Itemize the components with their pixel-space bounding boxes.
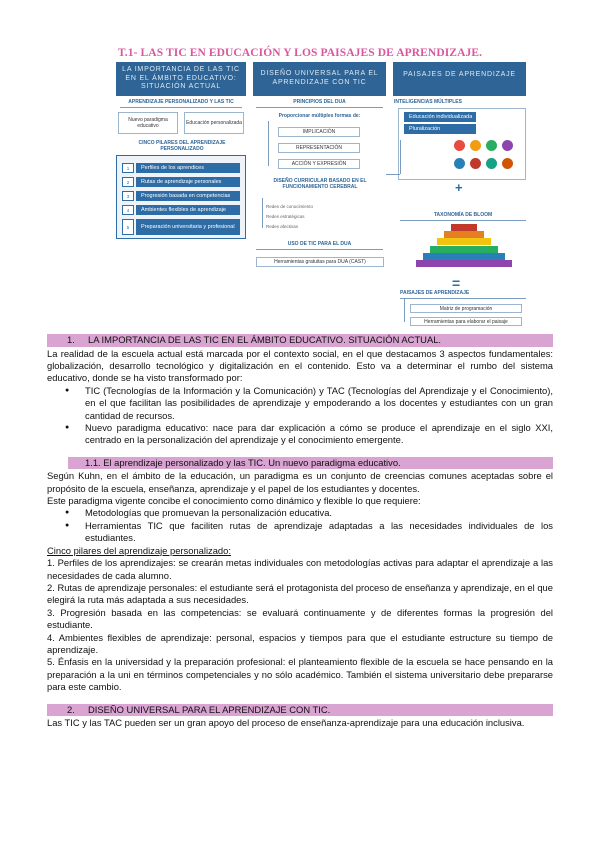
section-number: 2. — [67, 703, 75, 715]
section-number: 1. — [67, 334, 75, 345]
bloom-header: TAXONOMÍA DE BLOOM — [433, 212, 493, 218]
pillars-header: CINCO PILARES DEL APRENDIZAJE PERSONALIZADO — [138, 140, 226, 152]
intelligence-icon — [454, 140, 465, 151]
connector — [386, 174, 400, 175]
pillar-num: 4 — [122, 205, 134, 215]
col2-header: DISEÑO UNIVERSAL PARA EL APRENDIZAJE CON TIC — [253, 62, 386, 96]
page-title: T.1- LAS TIC EN EDUCACIÓN Y LOS PAISAJES DE APRENDIZAJE. — [117, 47, 483, 59]
form-box: ACCIÓN Y EXPRESIÓN — [278, 159, 360, 169]
divider — [256, 249, 383, 250]
connector — [268, 121, 269, 166]
pillar-text: 5. Énfasis en la universidad y la preparación profesional: el planteamiento flexible de la escuela se hace pensando en la preparación a la uni en términos competenciales y no sólo académico. También el sistema universitario debe prepararse para este cambio. — [47, 656, 553, 693]
connector — [400, 140, 401, 174]
paragraph: Este paradigma vigente concibe el conocimiento como dinámico y flexible lo que requiere: — [47, 495, 421, 507]
bullet-list — [65, 385, 553, 447]
intelligence-icon — [470, 140, 481, 151]
pillar-text: 3. Progresión basada en las competencias: se evaluará continuamente y de diferentes formas la progresión del estudiante. — [47, 606, 553, 631]
pillar-label: Ambientes flexibles de aprendizaje — [136, 205, 240, 215]
pillar-label: Perfiles de los aprendices — [136, 163, 240, 173]
paragraph: Las TIC y las TAC pueden ser un gran apoyo del proceso de enseñanza-aprendizaje para una educación inclusiva. — [47, 717, 525, 729]
intelligence-icon — [454, 158, 465, 169]
section-heading — [47, 704, 553, 717]
list-item: ● Herramientas TIC que faciliten rutas de aprendizaje adaptadas a las necesidades individuales de los estudiantes. — [65, 520, 553, 545]
subsection-heading: 1.1. El aprendizaje personalizado y las TIC. Un nuevo paradigma educativo. — [68, 457, 553, 470]
col1-header: LA IMPORTANCIA DE LAS TIC EN EL ÁMBITO EDUCATIVO: SITUACIÓN ACTUAL — [116, 62, 246, 96]
section-title: LA IMPORTANCIA DE LAS TIC EN EL ÁMBITO EDUCATIVO. SITUACIÓN ACTUAL. — [88, 334, 442, 345]
pillars-title: Cinco pilares del aprendizaje personalizado: — [47, 544, 231, 556]
pillar-num: 3 — [122, 191, 134, 201]
divider — [120, 107, 242, 108]
intelligence-icon — [502, 158, 513, 169]
pillar-text: 1. Perfiles de los aprendizajes: se crearán metas individuales con metodologías activas para adaptar el aprendizaje a las necesidades de cada alumno. — [47, 557, 553, 581]
pillar-label: Progresión basada en competencias — [136, 191, 240, 201]
pillar-num: 2 — [122, 177, 134, 187]
plus-sign: + — [455, 180, 463, 195]
pillar-label: Rutas de aprendizaje personales — [136, 177, 240, 187]
pyramid-tier — [423, 253, 505, 260]
intelligence-icon — [470, 158, 481, 169]
section-heading — [47, 334, 553, 347]
bloom-pyramid — [416, 224, 512, 268]
pillar-num: 1 — [122, 163, 134, 173]
mi-icons — [454, 140, 520, 176]
mi-item: Pluralización — [404, 124, 476, 134]
mi-item: Educación individualizada — [404, 112, 476, 122]
personalized-box: Educación personalizada — [184, 112, 244, 134]
list-item: ● TIC (Tecnologías de la Información y la Comunicación) y TAC (Tecnologías del Aprendizaje y el Conocimiento), en el que facilitan las posibilidades de aprendizaje y empoderando a los docentes y estudiantes con un gran cantidad de recursos. — [65, 385, 553, 422]
forms-header: Proporcionar múltiples formas de: — [278, 113, 361, 119]
paragraph: Según Kuhn, en el ámbito de la educación, un paradigma es un conjunto de creencias comunes aceptadas sobre el propósito de la escuela, enseñanza, aprendizaje y el papel de los estudiantes y docentes. — [47, 470, 553, 494]
equals-sign: = — [452, 275, 461, 291]
tic-use-header: USO DE TIC PARA EL DUA — [287, 241, 352, 247]
tools-box: Herramientas gratuitas para DUA (CAST) — [256, 257, 384, 267]
landscapes-header: PAISAJES DE APRENDIZAJE — [400, 290, 470, 296]
mi-header: INTELIGENCIAS MÚLTIPLES — [394, 99, 462, 105]
network-item: Redes de conocimiento — [266, 204, 314, 209]
intelligence-icon — [486, 158, 497, 169]
section-title: DISEÑO UNIVERSAL PARA EL APRENDIZAJE CON TIC. — [88, 703, 331, 715]
bullet-list — [65, 507, 553, 544]
form-box: REPRESENTACIÓN — [278, 143, 360, 153]
list-item: ● Metodologías que promuevan la personalización educativa. — [65, 507, 553, 519]
paradigm-box: Nuevo paradigma educativo — [118, 112, 178, 134]
connector — [404, 298, 405, 322]
curricular-header: DISEÑO CURRICULAR BASADO EN EL FUNCIONAMIENTO CEREBRAL — [273, 178, 367, 190]
col1-subheader: APRENDIZAJE PERSONALIZADO Y LAS TIC — [128, 99, 234, 105]
col3-header: PAISAJES DE APRENDIZAJE — [393, 62, 526, 96]
landscape-tools-box: Herramientas para elaborar el paisaje — [410, 317, 522, 326]
pyramid-tier — [451, 224, 477, 231]
form-box: IMPLICACIÓN — [278, 127, 360, 137]
pillar-num: 5 — [122, 219, 134, 235]
divider — [256, 107, 383, 108]
divider — [400, 220, 526, 221]
divider — [400, 298, 526, 299]
pyramid-tier — [437, 238, 491, 245]
pyramid-tier — [416, 260, 512, 267]
list-item: ● Nuevo paradigma educativo: nace para dar explicación a cómo se produce el aprendizaje en el siglo XXI, centrado en la personalización del aprendizaje y el conocimiento emergente. — [65, 422, 553, 447]
connector — [262, 198, 263, 228]
concept-map — [0, 0, 600, 340]
pillar-label: Preparación universitaria y profesional — [136, 219, 240, 235]
matrix-box: Matriz de programación — [410, 304, 522, 313]
dua-principles: PRINCIPIOS DEL DUA — [293, 99, 346, 105]
paragraph: La realidad de la escuela actual está marcada por el contexto social, en el que destacamos 3 aspectos fundamentales: globalización, desarrollo tecnológico y digitalización en el contenido. Esto va a determinar el rumbo del sistema educativo, donde se ha visto transformado por: — [47, 347, 553, 384]
pillar-text: 4. Ambientes flexibles de aprendizaje: personal, espacios y tiempos para que el estudiante estructure su tiempo de aprendizaje. — [47, 631, 553, 655]
document-body — [47, 334, 553, 729]
pillar-text: 2. Rutas de aprendizaje personales: el estudiante será el protagonista del proceso de enseñanza y aprendizaje, en el que elegirá la ruta más adaptada a sus necesidades. — [47, 581, 553, 606]
intelligence-icon — [502, 140, 513, 151]
network-item: Redes estratégicas — [266, 214, 305, 219]
network-item: Redes afectivas — [266, 224, 299, 229]
pyramid-tier — [444, 231, 484, 238]
pyramid-tier — [430, 246, 498, 253]
intelligence-icon — [486, 140, 497, 151]
